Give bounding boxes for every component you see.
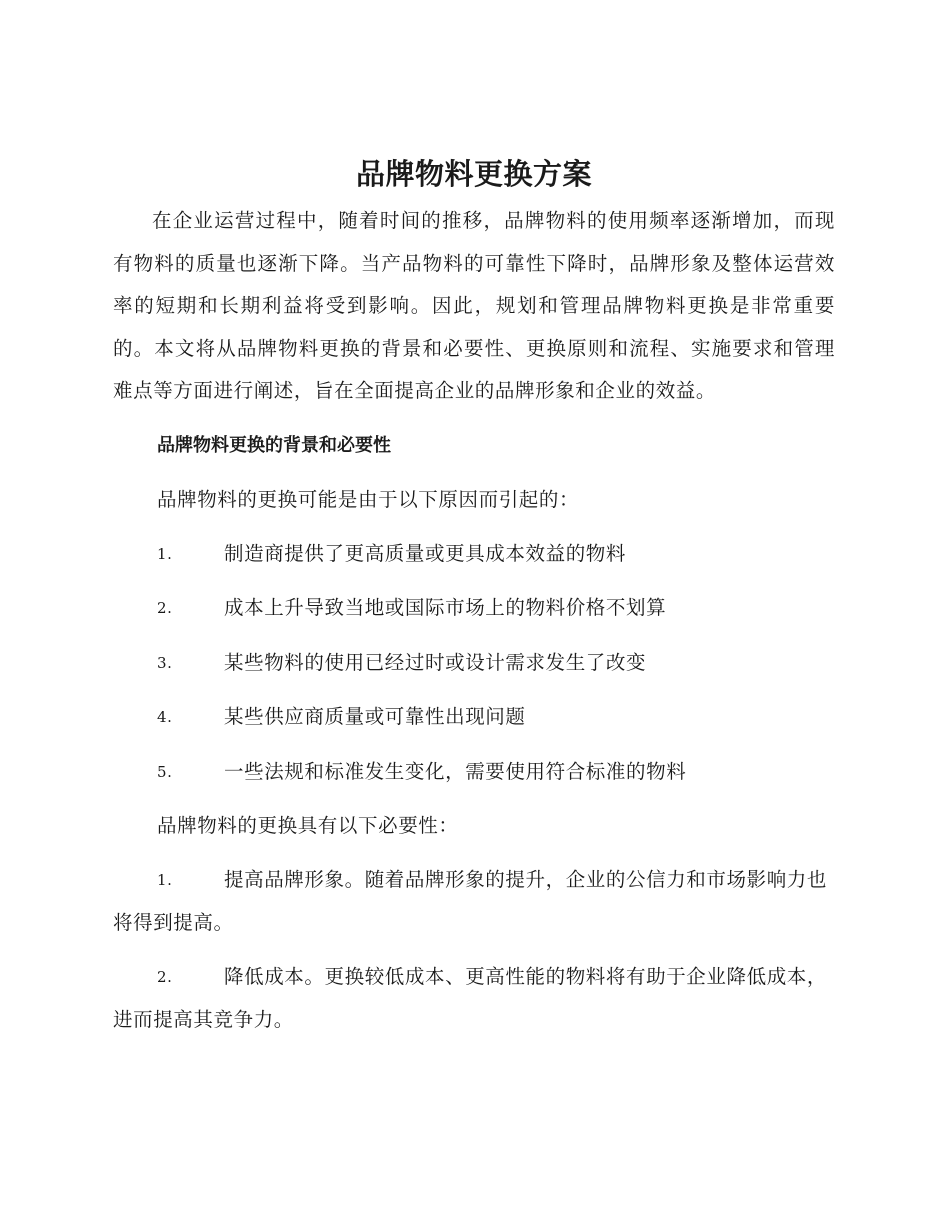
list-text: 成本上升导致当地或国际市场上的物料价格不划算 (224, 596, 667, 619)
list-number: 5. (157, 762, 173, 781)
list-item (113, 853, 835, 950)
list-text: 某些物料的使用已经过时或设计需求发生了改变 (224, 650, 647, 674)
list-number: 2. (157, 968, 173, 986)
list-item (113, 636, 835, 691)
list-text: 降低成本。更换较低成本、更高性能的物料将有助于企业降低成本，进而提高其竞争力。 (113, 965, 828, 1031)
document-body (113, 148, 835, 1047)
section-heading: 品牌物料更换的背景和必要性 (157, 434, 391, 456)
necessity-intro: 品牌物料的更换具有以下必要性： (157, 814, 459, 837)
list-item (113, 950, 835, 1047)
reasons-intro: 品牌物料的更换可能是由于以下原因而引起的： (157, 487, 580, 511)
list-item (113, 690, 835, 745)
document-title: 品牌物料更换方案 (355, 157, 592, 191)
list-item (113, 581, 835, 636)
list-item (113, 527, 835, 582)
list-number: 1. (157, 871, 173, 889)
list-text: 某些供应商质量或可靠性出现问题 (224, 705, 526, 728)
list-number: 3. (157, 653, 173, 672)
list-item (113, 745, 835, 800)
list-number: 4. (157, 708, 173, 726)
list-number: 1. (157, 544, 173, 563)
list-text: 一些法规和标准发生变化，需要使用符合标准的物料 (224, 759, 687, 783)
intro-paragraph: 在企业运营过程中，随着时间的推移，品牌物料的使用频率逐渐增加，而现有物料的质量也逐渐下降。当产品物料的可靠性下降时，品牌形象及整体运营效率的短期和长期利益将受到影响。因此，规划和管理品牌物料更换是非常重要的。本文将从品牌物料更换的背景和必要性、更换原则和流程、实施要求和管理难点等方面进行阐述，旨在全面提高企业的品牌形象和企业的效益。 (113, 209, 835, 402)
list-text: 制造商提供了更高质量或更具成本效益的物料 (224, 541, 627, 565)
list-number: 2. (157, 599, 173, 617)
list-text: 提高品牌形象。随着品牌形象的提升，企业的公信力和市场影响力也将得到提高。 (113, 868, 828, 934)
